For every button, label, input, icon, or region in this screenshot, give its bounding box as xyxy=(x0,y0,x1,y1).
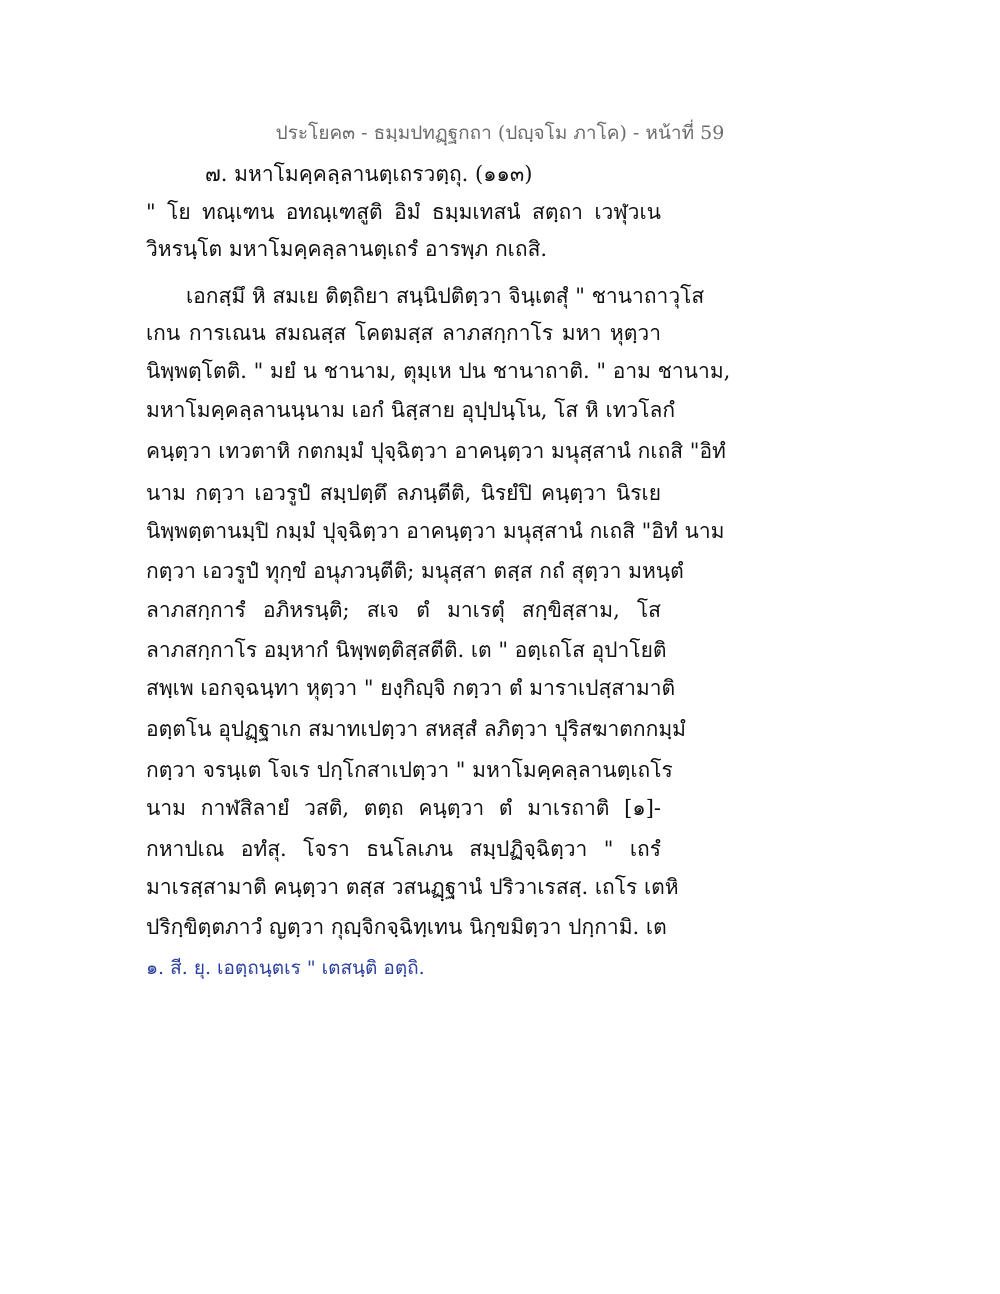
text-line: ลาภสกฺการํ อภิหรนฺติ; สเจ ตํ มาเรตุํ สกฺขิสฺสาม, โส xyxy=(146,598,661,622)
text-line: กหาปเณ อทํสุ. โจรา ธนโลเภน สมฺปฏิจฺฉิตฺวา " เถรํ xyxy=(146,837,661,861)
text-line: มหาโมคฺคลฺลานนฺนาม เอกํ นิสฺสาย อุปฺปนฺโน, โส หิ เทวโลกํ xyxy=(146,398,676,422)
running-header: ประโยค๓ - ธมฺมปทฏฺฐกถา (ปญฺจโม ภาโค) - หน้าที่ 59 xyxy=(275,122,725,144)
text-line: เกน การเณน สมณสฺส โคตมสฺส ลาภสกฺกาโร มหา หุตฺวา xyxy=(146,321,661,345)
text-line: ลาภสกฺกาโร อมฺหากํ นิพฺพตฺติสฺสตีติ. เต " อตฺเถโส อุปาโยติ xyxy=(146,638,667,662)
text-line: " โย ทณฺเฑน อทณฺเฑสูติ อิมํ ธมฺมเทสนํ สตฺถา เวฬุวเน xyxy=(146,200,661,224)
footnote: ๑. สี. ยุ. เอตฺถนฺตเร " เตสนฺติ อตฺถิ. xyxy=(146,957,425,979)
text-line: กตฺวา จรนฺเต โจเร ปกฺโกสาเปตฺวา " มหาโมคฺคลฺลานตฺเถโร xyxy=(146,758,673,782)
text-line: เอกสฺมึ หิ สมเย ติตฺถิยา สนฺนิปติตฺวา จินฺเตสุํ " ชานาถาวุโส xyxy=(186,284,705,308)
text-line: นิพฺพตฺโตติ. " มยํ น ชานาม, ตุมฺเห ปน ชานาถาติ. " อาม ชานาม, xyxy=(146,359,731,383)
text-line: อตฺตโน อุปฏฺฐาเก สมาทเปตฺวา สหสฺสํ ลภิตฺวา ปุริสฆาตกกมฺมํ xyxy=(146,717,687,741)
text-line: นาม กตฺวา เอวรูปํ สมฺปตฺตึ ลภนฺตีติ, นิรยํปิ คนฺตฺวา นิรเย xyxy=(146,481,661,505)
section-title: ๗. มหาโมคฺคลฺลานตฺเถรวตฺถุ. (๑๑๓) xyxy=(205,162,533,186)
text-line: นาม กาฬสิลายํ วสติ, ตตฺถ คนฺตฺวา ตํ มาเรถาติ [๑]- xyxy=(146,796,661,820)
text-line: สพฺเพ เอกจฺฉนฺทา หุตฺวา " ยงฺกิญฺจิ กตฺวา ตํ มาราเปสฺสามาติ xyxy=(146,676,676,700)
text-line: นิพฺพตฺตานมฺปิ กมฺมํ ปุจฺฉิตฺวา อาคนฺตฺวา มนุสฺสานํ กเถสิ "อิทํ นาม xyxy=(146,519,725,543)
text-line: คนฺตฺวา เทวตาหิ กตกมฺมํ ปุจฺฉิตฺวา อาคนฺตฺวา มนุสฺสานํ กเถสิ "อิทํ xyxy=(146,439,726,463)
text-line: มาเรสฺสามาติ คนฺตฺวา ตสฺส วสนฏฺฐานํ ปริวาเรสสฺ. เถโร เตหิ xyxy=(146,875,679,899)
text-line: กตฺวา เอวรูปํ ทุกฺขํ อนุภวนฺตีติ; มนุสฺสา ตสฺส กถํ สุตฺวา มหนฺตํ xyxy=(146,559,684,583)
text-line: วิหรนฺโต มหาโมคฺคลฺลานตฺเถรํ อารพฺภ กเถสิ. xyxy=(146,237,548,261)
text-line: ปริกฺขิตฺตภาวํ ญตฺวา กุญฺจิกจฺฉิทฺเทน นิกฺขมิตฺวา ปกฺกามิ. เต xyxy=(146,915,667,939)
